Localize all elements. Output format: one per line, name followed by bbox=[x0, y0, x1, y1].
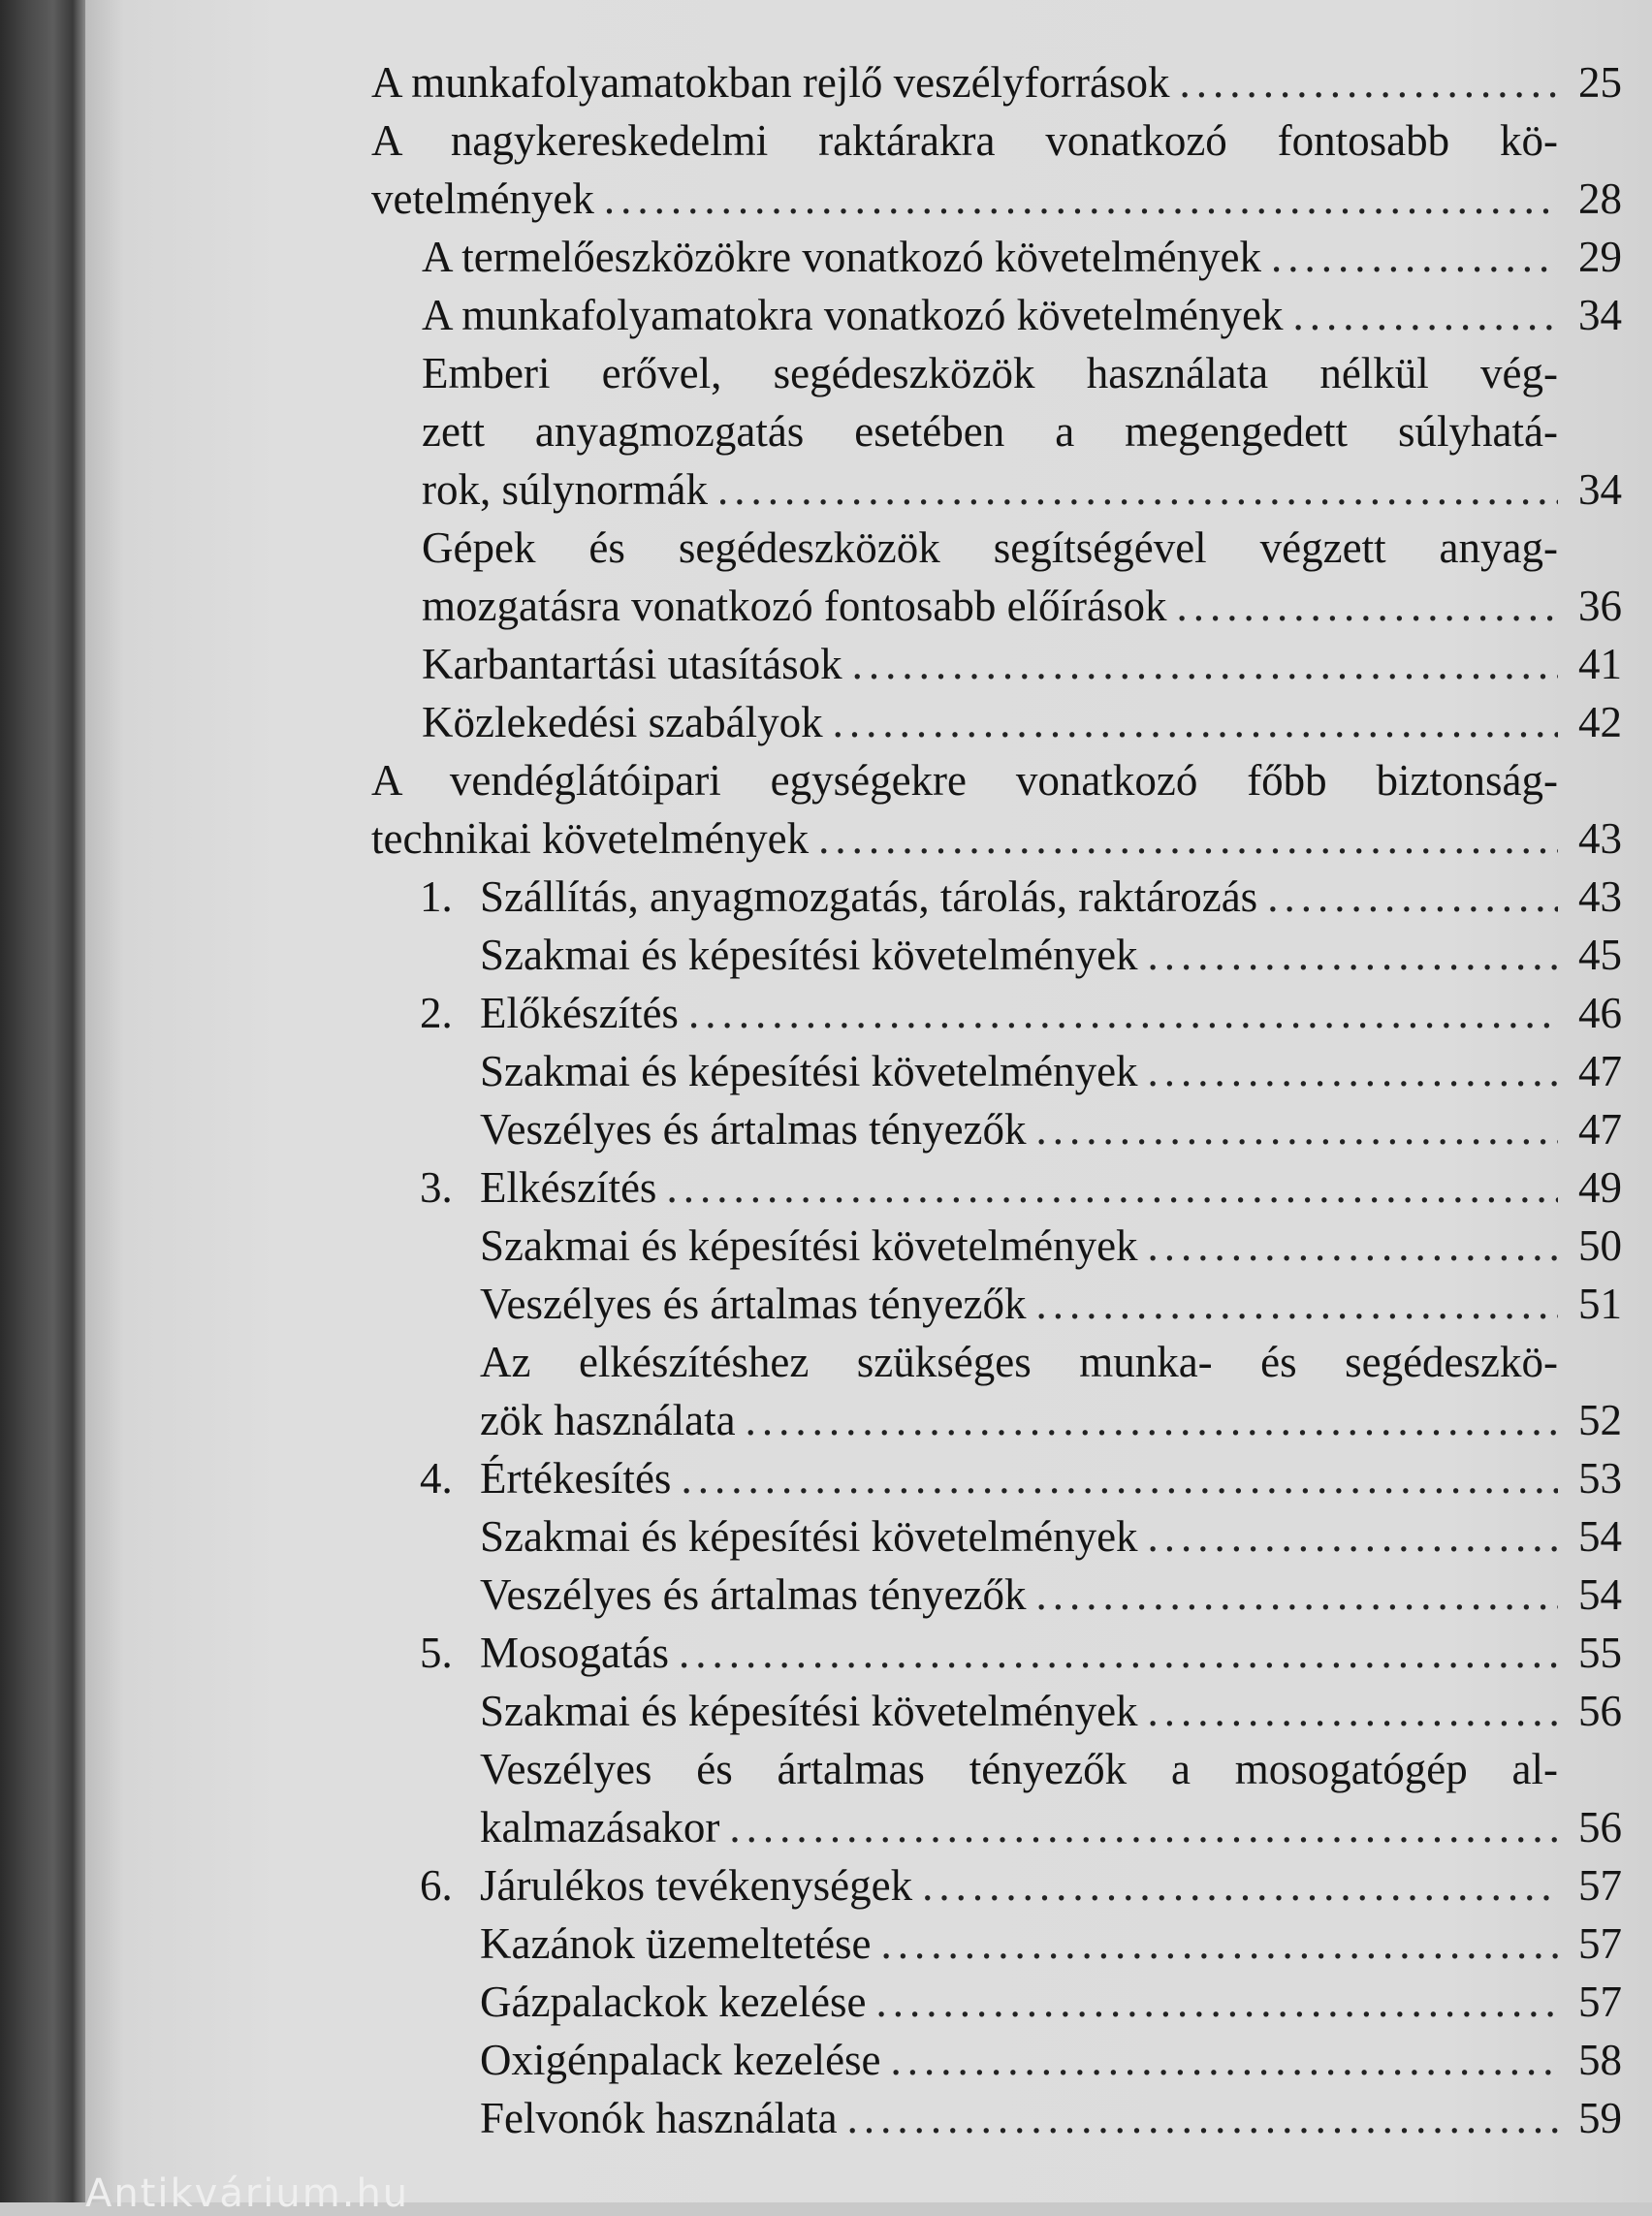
dot-leader bbox=[1271, 228, 1558, 286]
toc-entry-title-line: Közlekedési szabályok bbox=[422, 698, 823, 746]
dot-leader bbox=[1180, 53, 1559, 111]
toc-entry-number: 5. bbox=[420, 1629, 453, 1677]
page-number: 54 bbox=[1578, 1570, 1622, 1619]
dot-leader bbox=[852, 635, 1558, 693]
toc-entry-number: 3. bbox=[420, 1163, 453, 1212]
book-page bbox=[85, 0, 1652, 2216]
toc-entry-title-line: A termelőeszközökre vonatkozó követelmények bbox=[422, 233, 1261, 281]
toc-entry bbox=[371, 1449, 1622, 1507]
page-number: 59 bbox=[1578, 2094, 1622, 2142]
toc-entry-title-line: Elkészítés bbox=[480, 1163, 657, 1212]
page-number: 56 bbox=[1578, 1803, 1622, 1852]
toc-entry bbox=[371, 1275, 1622, 1333]
dot-leader bbox=[1036, 1275, 1558, 1333]
page-number: 34 bbox=[1578, 465, 1622, 514]
dot-leader bbox=[891, 2031, 1558, 2089]
page-number: 46 bbox=[1578, 989, 1622, 1037]
toc-entry-title-line: mozgatásra vonatkozó fontosabb előírások bbox=[422, 582, 1167, 630]
toc-entry bbox=[371, 1624, 1622, 1682]
toc-entry bbox=[371, 635, 1622, 693]
dot-leader bbox=[746, 1391, 1558, 1449]
page-number: 41 bbox=[1578, 640, 1622, 688]
toc-entry-title-line: Értékesítés bbox=[480, 1454, 672, 1503]
page-number: 42 bbox=[1578, 698, 1622, 746]
page-number: 29 bbox=[1578, 233, 1622, 281]
toc-entry bbox=[371, 1856, 1622, 1915]
toc-entry bbox=[371, 1566, 1622, 1624]
dot-leader bbox=[681, 1449, 1558, 1507]
toc-entry-title-line: vetelmények bbox=[371, 174, 594, 223]
dot-leader bbox=[876, 1973, 1559, 2031]
toc-entry-title-line: Kazánok üzemeltetése bbox=[480, 1919, 872, 1968]
toc-entry bbox=[371, 2089, 1622, 2147]
dot-leader bbox=[1177, 577, 1558, 635]
toc-entry-title-line: Gázpalackok kezelése bbox=[480, 1978, 867, 2026]
page-number: 45 bbox=[1578, 931, 1622, 979]
toc-entry-title-line: Szakmai és képesítési követelmények bbox=[480, 1512, 1138, 1561]
toc-entry-title-line: kalmazásakor bbox=[480, 1803, 720, 1852]
book-spine-shadow bbox=[0, 0, 85, 2202]
page-number: 47 bbox=[1578, 1105, 1622, 1154]
toc-entry bbox=[371, 693, 1622, 751]
dot-leader bbox=[818, 809, 1558, 868]
page-number: 52 bbox=[1578, 1396, 1622, 1444]
toc-entry bbox=[371, 228, 1622, 286]
dot-leader bbox=[679, 1624, 1558, 1682]
toc-entry bbox=[371, 1100, 1622, 1158]
toc-entry bbox=[371, 53, 1622, 111]
dot-leader bbox=[1148, 1507, 1558, 1566]
page-number: 55 bbox=[1578, 1629, 1622, 1677]
toc-entry bbox=[371, 751, 1622, 868]
page-number: 50 bbox=[1578, 1221, 1622, 1270]
toc-entry-title-line: Veszélyes és ártalmas tényezők bbox=[480, 1280, 1027, 1328]
toc-entry-title-line: A nagykereskedelmi raktárakra vonatkozó fontosabb kö- bbox=[371, 116, 1558, 165]
toc-entry-title-line: A munkafolyamatokban rejlő veszélyforrások bbox=[371, 58, 1170, 107]
toc-entry-title-line: Szállítás, anyagmozgatás, tárolás, raktározás bbox=[480, 872, 1258, 921]
toc-entry-number: 1. bbox=[420, 872, 453, 921]
page-number: 53 bbox=[1578, 1454, 1622, 1503]
page-number: 25 bbox=[1578, 58, 1622, 107]
toc-entry-title-line: zök használata bbox=[480, 1396, 736, 1444]
toc-entry-title-line: Mosogatás bbox=[480, 1629, 669, 1677]
toc-entry bbox=[371, 984, 1622, 1042]
page-number: 56 bbox=[1578, 1687, 1622, 1735]
toc-entry bbox=[371, 1915, 1622, 1973]
toc-entry-title-line: Gépek és segédeszközök segítségével végzett anyag- bbox=[422, 523, 1558, 572]
dot-leader bbox=[1036, 1566, 1558, 1624]
toc-entry-title-line: Karbantartási utasítások bbox=[422, 640, 842, 688]
toc-entry bbox=[371, 1507, 1622, 1566]
toc-entry-title-line: A munkafolyamatokra vonatkozó követelmények bbox=[422, 291, 1284, 339]
toc-entry-title-line: technikai követelmények bbox=[371, 814, 810, 863]
toc-entry-title-line: Veszélyes és ártalmas tényezők bbox=[480, 1105, 1027, 1154]
dot-leader bbox=[1148, 1217, 1558, 1275]
page-number: 49 bbox=[1578, 1163, 1622, 1212]
toc-entry bbox=[371, 1217, 1622, 1275]
dot-leader bbox=[922, 1856, 1558, 1915]
dot-leader bbox=[833, 693, 1558, 751]
toc-entry-title-line: Szakmai és képesítési követelmények bbox=[480, 931, 1138, 979]
toc-entry bbox=[371, 868, 1622, 926]
page-number: 57 bbox=[1578, 1861, 1622, 1910]
watermark: Antikvárium.hu bbox=[85, 2171, 410, 2216]
toc-entry bbox=[371, 1042, 1622, 1100]
page-number: 28 bbox=[1578, 174, 1622, 223]
page-number: 57 bbox=[1578, 1978, 1622, 2026]
page-number: 54 bbox=[1578, 1512, 1622, 1561]
dot-leader bbox=[1148, 1042, 1558, 1100]
page-number: 58 bbox=[1578, 2036, 1622, 2084]
dot-leader bbox=[604, 170, 1558, 228]
page-number: 43 bbox=[1578, 814, 1622, 863]
toc-entry-number: 2. bbox=[420, 989, 453, 1037]
toc-entry bbox=[371, 926, 1622, 984]
dot-leader bbox=[688, 984, 1558, 1042]
dot-leader bbox=[1036, 1100, 1558, 1158]
toc-entry-title-line: A vendéglátóipari egységekre vonatkozó főbb biztonság- bbox=[371, 756, 1558, 805]
dot-leader bbox=[666, 1158, 1558, 1217]
table-of-contents bbox=[371, 53, 1622, 2147]
toc-entry bbox=[371, 1158, 1622, 1217]
toc-entry-title-line: Emberi erővel, segédeszközök használata nélkül vég- bbox=[422, 349, 1558, 397]
dot-leader bbox=[1148, 1682, 1558, 1740]
toc-entry-title-line: Szakmai és képesítési követelmények bbox=[480, 1047, 1138, 1095]
dot-leader bbox=[847, 2089, 1558, 2147]
toc-entry bbox=[371, 1682, 1622, 1740]
toc-entry bbox=[371, 286, 1622, 344]
toc-entry-title-line: Szakmai és képesítési követelmények bbox=[480, 1687, 1138, 1735]
toc-entry-title-line: Oxigénpalack kezelése bbox=[480, 2036, 881, 2084]
page-number: 43 bbox=[1578, 872, 1622, 921]
toc-entry bbox=[371, 1333, 1622, 1449]
toc-entry bbox=[371, 111, 1622, 228]
dot-leader bbox=[729, 1798, 1558, 1856]
toc-entry bbox=[371, 344, 1622, 519]
toc-entry-title-line: Veszélyes és ártalmas tényezők a mosogatógép al- bbox=[480, 1745, 1558, 1793]
page-number: 36 bbox=[1578, 582, 1622, 630]
toc-entry-title-line: Veszélyes és ártalmas tényezők bbox=[480, 1570, 1027, 1619]
toc-entry-title-line: Felvonók használata bbox=[480, 2094, 838, 2142]
dot-leader bbox=[1148, 926, 1558, 984]
dot-leader bbox=[881, 1915, 1558, 1973]
page-number: 57 bbox=[1578, 1919, 1622, 1968]
toc-entry bbox=[371, 2031, 1622, 2089]
toc-entry-number: 4. bbox=[420, 1454, 453, 1503]
page-number: 51 bbox=[1578, 1280, 1622, 1328]
toc-entry bbox=[371, 519, 1622, 635]
toc-entry-title-line: Szakmai és képesítési követelmények bbox=[480, 1221, 1138, 1270]
page-number: 47 bbox=[1578, 1047, 1622, 1095]
toc-entry-title-line: Előkészítés bbox=[480, 989, 679, 1037]
dot-leader bbox=[1293, 286, 1559, 344]
toc-entry bbox=[371, 1740, 1622, 1856]
dot-leader bbox=[1267, 868, 1558, 926]
toc-entry-title-line: Járulékos tevékenységek bbox=[480, 1861, 913, 1910]
toc-entry-number: 6. bbox=[420, 1861, 453, 1910]
dot-leader bbox=[717, 460, 1558, 519]
toc-entry-title-line: zett anyagmozgatás esetében a megengedett súlyhatá- bbox=[422, 407, 1558, 456]
page-number: 34 bbox=[1578, 291, 1622, 339]
toc-entry-title-line: Az elkészítéshez szükséges munka- és segédeszkö- bbox=[480, 1338, 1558, 1386]
toc-entry-title-line: rok, súlynormák bbox=[422, 465, 708, 514]
toc-entry bbox=[371, 1973, 1622, 2031]
